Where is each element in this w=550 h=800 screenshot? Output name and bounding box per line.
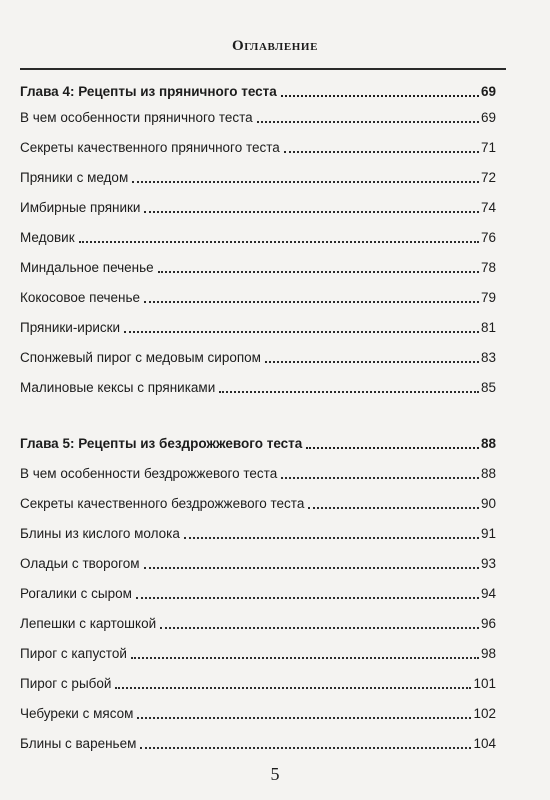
entry-title: Оладьи с творогом (20, 556, 140, 571)
entry-page-number: 90 (480, 496, 496, 511)
entry-title: Чебуреки с мясом (20, 706, 134, 721)
dot-leader (144, 211, 479, 213)
dot-leader (308, 507, 479, 509)
dot-leader (140, 747, 471, 749)
entry-title: Секреты качественного бездрожжевого теста (20, 496, 305, 511)
dot-leader (281, 477, 479, 479)
entry-page-number: 102 (473, 706, 496, 721)
dot-leader (184, 537, 479, 539)
title-rule (20, 68, 506, 70)
toc-entry[interactable] (20, 552, 496, 572)
entry-title: Блины из кислого молока (20, 526, 180, 541)
dot-leader (124, 331, 479, 333)
entry-page-number: 101 (473, 676, 496, 691)
chapter-title: Глава 4: Рецепты из пряничного теста (20, 84, 277, 99)
entry-title: Пирог с рыбой (20, 676, 112, 691)
entry-title: Секреты качественного пряничного теста (20, 140, 280, 155)
dot-leader (144, 301, 479, 303)
entry-page-number: 85 (480, 380, 496, 395)
dot-leader (79, 241, 479, 243)
toc-entry[interactable] (20, 522, 496, 542)
dot-leader (131, 657, 479, 659)
entry-title: Пряники-ириски (20, 320, 121, 335)
entry-page-number: 69 (480, 110, 496, 125)
dot-leader (257, 121, 479, 123)
entry-page-number: 91 (480, 526, 496, 541)
entry-title: Имбирные пряники (20, 200, 141, 215)
entry-page-number: 104 (473, 736, 496, 751)
entry-page-number: 79 (480, 290, 496, 305)
entry-title: Пряники с медом (20, 170, 129, 185)
page-number: 5 (270, 764, 280, 784)
toc-entry[interactable] (20, 582, 496, 602)
toc-entry[interactable] (20, 136, 496, 156)
entry-title: Малиновые кексы с пряниками (20, 380, 216, 395)
dot-leader (281, 95, 479, 97)
toc-entry[interactable] (20, 462, 496, 482)
entry-title: Спонжевый пирог с медовым сиропом (20, 350, 261, 365)
toc-entry[interactable] (20, 166, 496, 186)
entry-page-number: 71 (480, 140, 496, 155)
entry-page-number: 78 (480, 260, 496, 275)
dot-leader (284, 151, 479, 153)
dot-leader (160, 627, 479, 629)
dot-leader (137, 717, 471, 719)
toc-entry[interactable] (20, 196, 496, 216)
toc-entry[interactable] (20, 106, 496, 126)
toc-entry[interactable] (20, 672, 496, 692)
entry-page-number: 83 (480, 350, 496, 365)
entry-title: Миндальное печенье (20, 260, 154, 275)
toc-entry[interactable] (20, 256, 496, 276)
entry-title: Пирог с капустой (20, 646, 127, 661)
toc-entry[interactable] (20, 612, 496, 632)
toc-entry[interactable] (20, 732, 496, 752)
entry-title: В чем особенности пряничного теста (20, 110, 253, 125)
toc-entry[interactable] (20, 226, 496, 246)
dot-leader (115, 687, 471, 689)
dot-leader (132, 181, 479, 183)
entry-page-number: 94 (480, 586, 496, 601)
entry-page-number: 81 (480, 320, 496, 335)
dot-leader (265, 361, 479, 363)
entry-title: Кокосовое печенье (20, 290, 141, 305)
entry-page-number: 96 (480, 616, 496, 631)
toc-entry[interactable] (20, 642, 496, 662)
chapter-title: Глава 5: Рецепты из бездрожжевого теста (20, 436, 303, 451)
entry-title: В чем особенности бездрожжевого теста (20, 466, 278, 481)
toc-entry[interactable] (20, 702, 496, 722)
entry-page-number: 93 (480, 556, 496, 571)
toc-entry[interactable] (20, 286, 496, 306)
chapter-heading[interactable] (20, 80, 496, 100)
chapter-page-number: 88 (480, 436, 496, 451)
toc-entry[interactable] (20, 492, 496, 512)
entry-page-number: 76 (480, 230, 496, 245)
dot-leader (144, 567, 479, 569)
toc-entry[interactable] (20, 346, 496, 366)
chapter-page-number: 69 (480, 84, 496, 99)
entry-title: Медовик (20, 230, 75, 245)
entry-page-number: 88 (480, 466, 496, 481)
dot-leader (136, 597, 479, 599)
entry-title: Рогалики с сыром (20, 586, 132, 601)
entry-title: Блины с вареньем (20, 736, 137, 751)
toc-entry[interactable] (20, 316, 496, 336)
dot-leader (158, 271, 479, 273)
dot-leader (306, 447, 479, 449)
chapter-heading[interactable] (20, 432, 496, 452)
entry-title: Лепешки с картошкой (20, 616, 157, 631)
dot-leader (219, 391, 479, 393)
entry-page-number: 74 (480, 200, 496, 215)
entry-page-number: 72 (480, 170, 496, 185)
entry-page-number: 98 (480, 646, 496, 661)
page-title: Оглавление (231, 38, 319, 54)
toc-entry[interactable] (20, 376, 496, 396)
